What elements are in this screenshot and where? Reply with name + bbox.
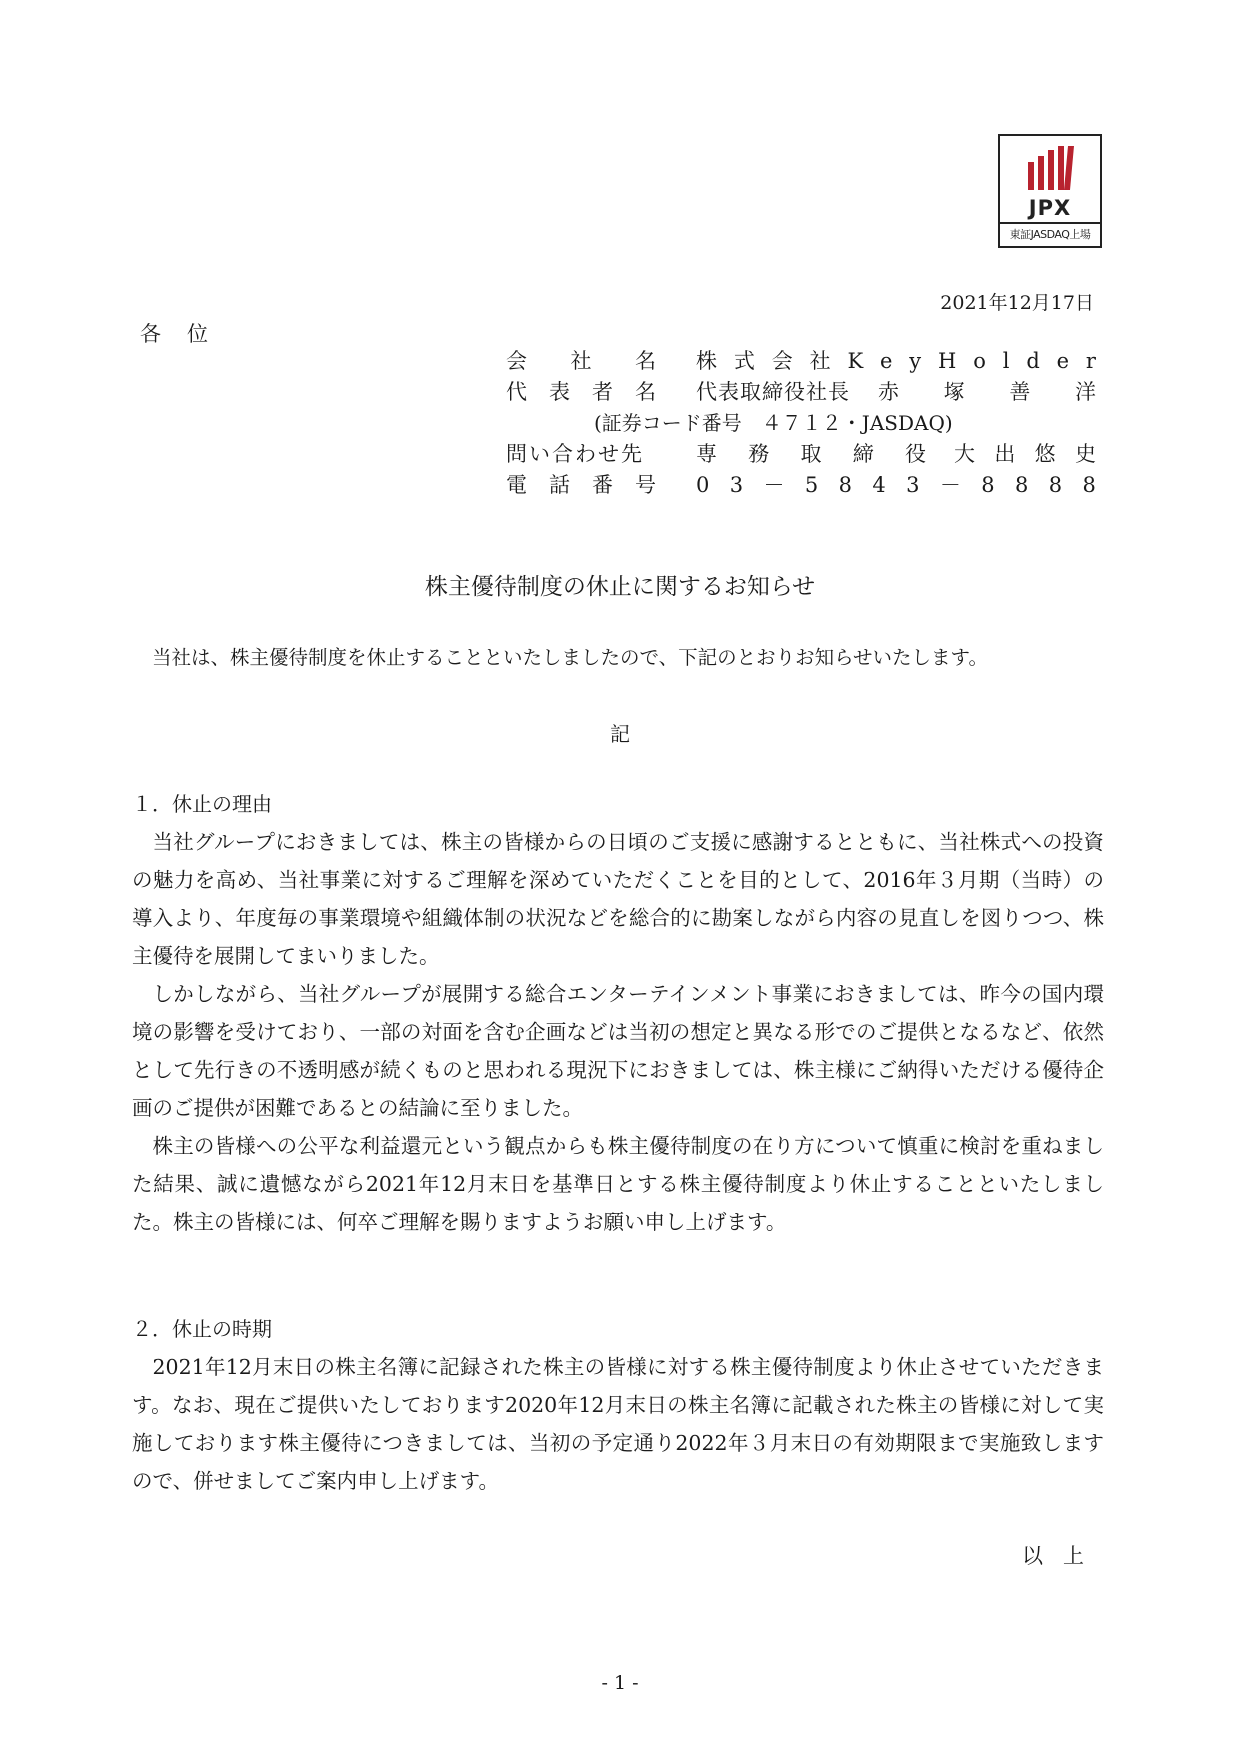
company-name-value: 株 式 会 社 K e y H o l d e r [696, 349, 1096, 373]
company-name-row [506, 346, 1096, 377]
contact-title: 専 務 取 締 役 [696, 442, 926, 466]
logo-market: 東証JASDAQ上場 [1000, 222, 1100, 246]
section-2-paragraph-1: 2021年12月末日の株主名簿に記録された株主の皆様に対する株主優待制度より休止させていただきます。なお、現在ご提供いたしております2020年12月末日の株主名簿に記載された株主の皆様に対して実施しております株主優待につきましては、当初の予定通り2022年３月末日の有効期限まで実施致しますので、併せましてご案内申し上げます。 [132, 1355, 1104, 1493]
section-2-heading: ２．休止の時期 [132, 1317, 272, 1341]
recipient: 各位 [140, 322, 234, 346]
section-1-paragraph-2: しかしながら、当社グループが展開する総合エンターテインメント事業におきましては、昨今の国内環境の影響を受けており、一部の対面を含む企画などは当初の想定と異なる形でのご提供となるなど、依然として先行きの不透明感が続くものと思われる現況下におきましては、株主様にご納得いただける優待企画のご提供が困難であるとの結論に至りました。 [132, 982, 1104, 1120]
intro-text: 当社は、株主優待制度を休止することといたしましたので、下記のとおりお知らせいたします。 [152, 646, 988, 669]
section-1 [132, 785, 1104, 1241]
page-number: - 1 - [601, 1672, 639, 1694]
representative-label: 代 表 者 名 [506, 380, 656, 404]
representative-title: 代表取締役社長 [696, 380, 850, 404]
jpx-logo [998, 134, 1102, 248]
section-1-paragraph-1: 当社グループにおきましては、株主の皆様からの日頃のご支援に感謝するとともに、当社株式への投資の魅力を高め、当社事業に対するご理解を深めていただくことを目的として、2016年３月期（当時）の導入より、年度毎の事業環境や組織体制の状況などを総合的に勘案しながら内容の見直しを図りつつ、株主優待を展開してまいりました。 [132, 830, 1104, 968]
document-title: 株主優待制度の休止に関するお知らせ [424, 574, 816, 600]
company-name-label: 会 社 名 [506, 349, 656, 373]
phone-row [506, 470, 1096, 501]
contact-name: 大 出 悠 史 [954, 442, 1096, 466]
section-2 [132, 1310, 1104, 1500]
contact-label: 問い合わせ先 [506, 442, 644, 466]
document-date: 2021年12月17日 [940, 292, 1094, 314]
representative-row [506, 377, 1096, 408]
logo-name: JPX [1028, 196, 1072, 220]
securities-code: (証券コード番号 ４７１２・JASDAQ) [594, 411, 953, 435]
contact-row [506, 439, 1096, 470]
company-info-block [506, 346, 1096, 501]
representative-name: 赤 塚 善 洋 [878, 380, 1096, 404]
section-1-paragraph-3: 株主の皆様への公平な利益還元という観点からも株主優待制度の在り方について慎重に検討を重ねました結果、誠に遺憾ながら2021年12月末日を基準日とする株主優待制度より休止することといたしました。株主の皆様には、何卒ご理解を賜りますようお願い申し上げます。 [132, 1134, 1104, 1234]
phone-value: 0 3 － 5 8 4 3 － 8 8 8 8 [696, 473, 1096, 497]
closing-mark: 以上 [1022, 1544, 1104, 1568]
jpx-bars-icon [1026, 146, 1076, 192]
section-1-heading: １．休止の理由 [132, 792, 272, 816]
phone-label: 電 話 番 号 [506, 473, 656, 497]
ki-marker: 記 [610, 722, 630, 746]
